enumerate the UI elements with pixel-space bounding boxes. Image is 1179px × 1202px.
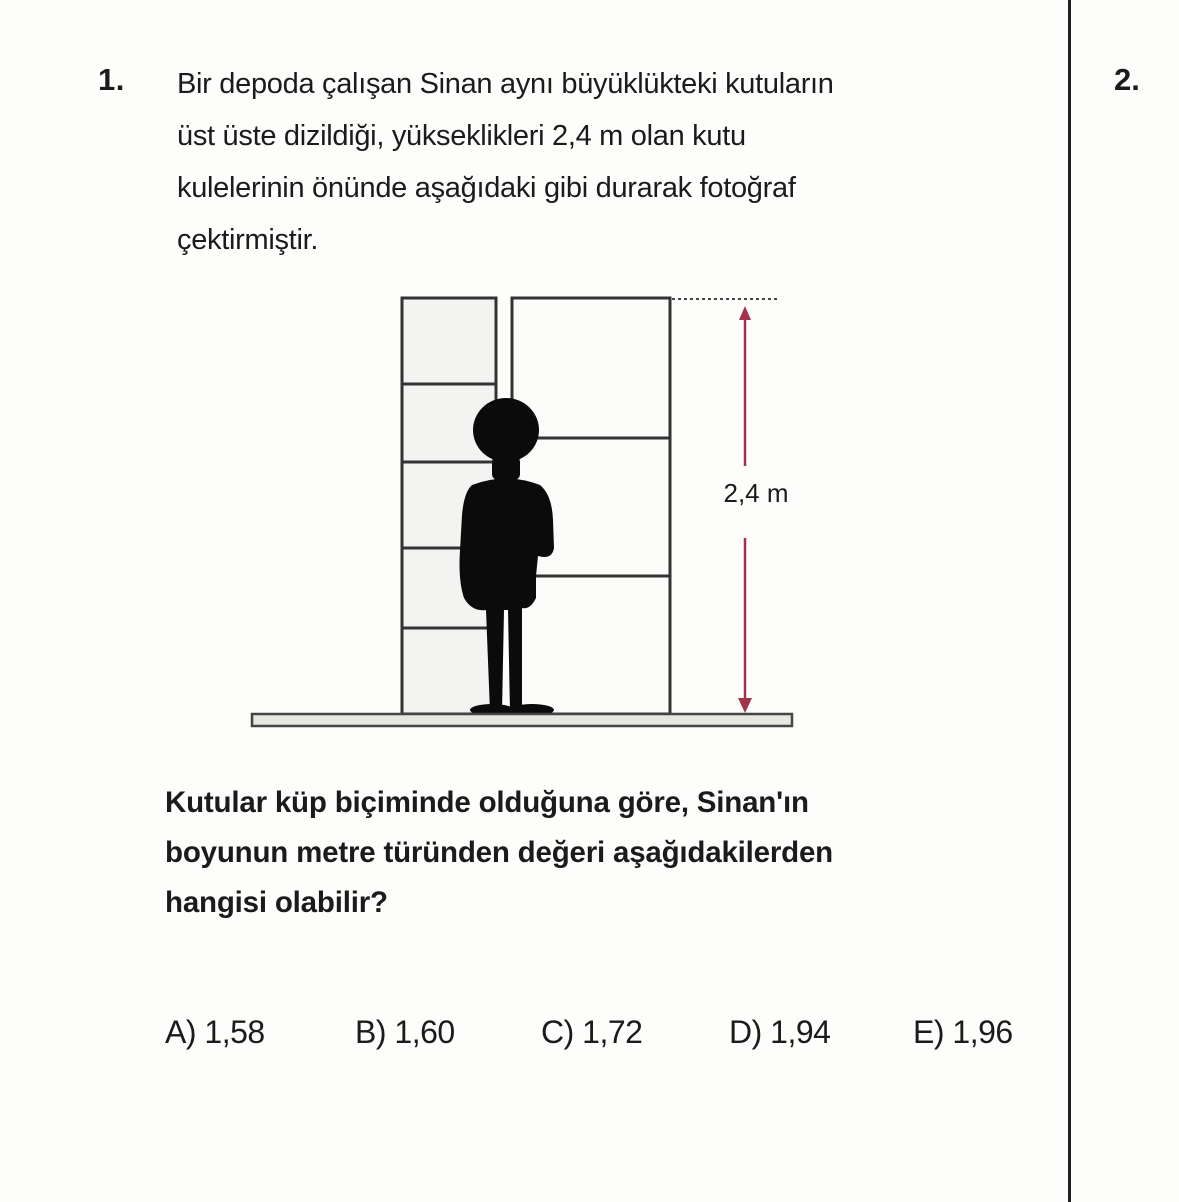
option-b[interactable]: B) 1,60 xyxy=(355,1014,455,1050)
option-a[interactable]: A) 1,58 xyxy=(165,1014,265,1050)
box-tower-figure xyxy=(240,280,810,740)
stem-line: Bir depoda çalışan Sinan aynı büyüklükteki kutuların xyxy=(177,68,834,100)
question-number: 1. xyxy=(98,62,125,97)
prompt-line: Kutular küp biçiminde olduğuna göre, Sinan'ın xyxy=(165,786,809,819)
box xyxy=(402,628,496,714)
option-d[interactable]: D) 1,94 xyxy=(729,1014,831,1050)
column-divider xyxy=(1068,0,1071,1202)
next-question-number: 2. xyxy=(1114,62,1140,97)
prompt-line: hangisi olabilir? xyxy=(165,886,388,919)
box xyxy=(402,298,496,384)
prompt-line: boyunun metre türünden değeri aşağıdakilerden xyxy=(165,836,833,869)
height-label: 2,4 m xyxy=(723,478,789,508)
option-e[interactable]: E) 1,96 xyxy=(913,1014,1013,1050)
stem-line: çektirmiştir. xyxy=(177,224,319,256)
stem-line: üst üste dizildiği, yükseklikleri 2,4 m olan kutu xyxy=(177,120,746,152)
height-arrow xyxy=(738,306,752,713)
floor xyxy=(252,714,792,726)
question-prompt xyxy=(165,778,1025,928)
question-stem xyxy=(177,58,1037,266)
option-c[interactable]: C) 1,72 xyxy=(541,1014,643,1050)
stem-line: kulelerinin önünde aşağıdaki gibi durarak fotoğraf xyxy=(177,172,796,204)
